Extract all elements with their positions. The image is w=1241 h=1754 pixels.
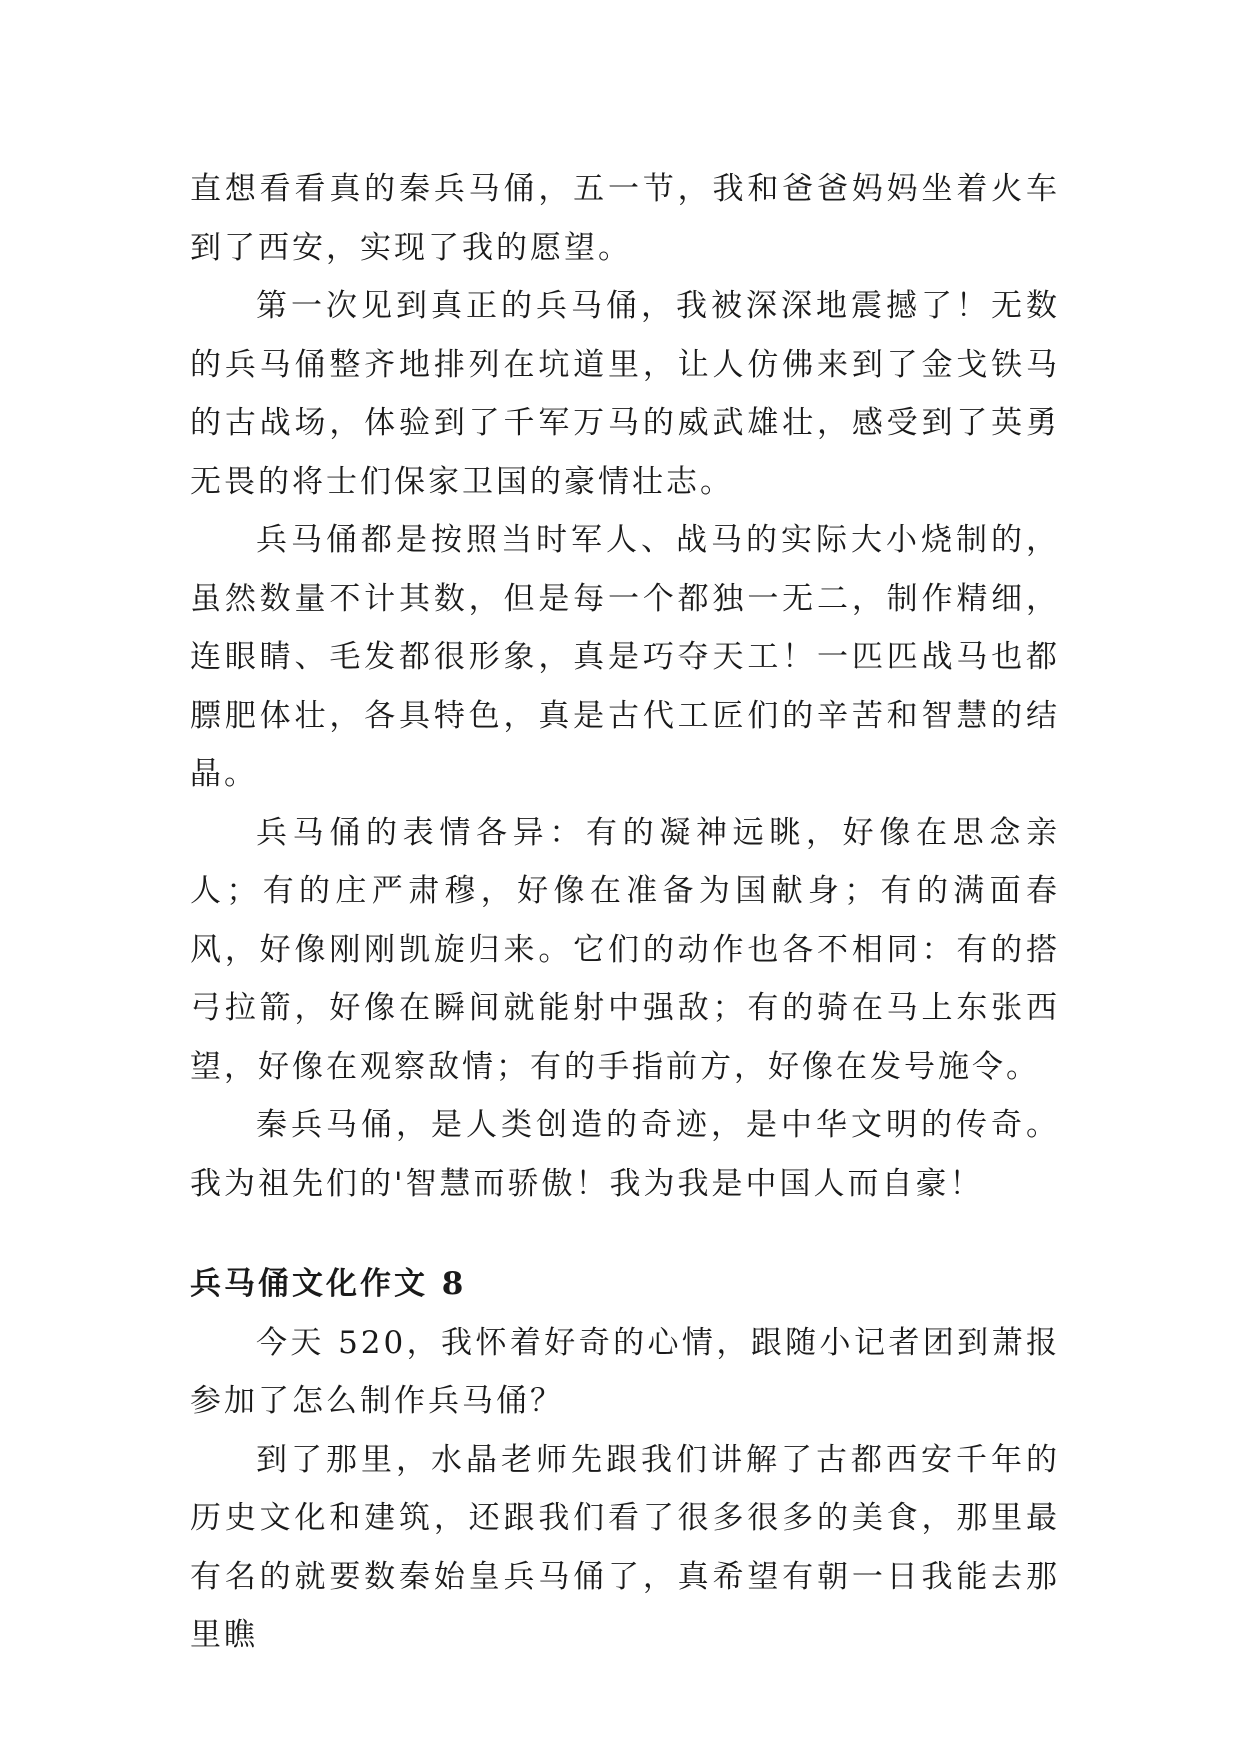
body-paragraph-2: 第一次见到真正的兵马俑，我被深深地震撼了！无数的兵马俑整齐地排列在坑道里，让人仿佛来到了金戈铁马的古战场，体验到了千军万马的威武雄壮，感受到了英勇无畏的将士们保家卫国的豪情壮志。 [190, 288, 1060, 500]
body-paragraph-7: 到了那里，水晶老师先跟我们讲解了古都西安千年的历史文化和建筑，还跟我们看了很多很多的美食，那里最有名的就要数秦始皇兵马俑了，真希望有朝一日我能去那里瞧 [190, 1441, 1060, 1653]
body-paragraph-4: 兵马俑的表情各异：有的凝神远眺，好像在思念亲人；有的庄严肃穆，好像在准备为国献身；有的满面春风，好像刚刚凯旋归来。它们的动作也各不相同：有的搭弓拉箭，好像在瞬间就能射中强敌；有的骑在马上东张西望，好像在观察敌情；有的手指前方，好像在发号施令。 [190, 814, 1060, 1085]
body-paragraph-6: 今天 520，我怀着好奇的心情，跟随小记者团到萧报参加了怎么制作兵马俑？ [190, 1324, 1060, 1419]
body-paragraph-3: 兵马俑都是按照当时军人、战马的实际大小烧制的，虽然数量不计其数，但是每一个都独一无二，制作精细，连眼睛、毛发都很形象，真是巧夺天工！一匹匹战马也都膘肥体壮，各具特色，真是古代工匠们的辛苦和智慧的结晶。 [190, 522, 1060, 792]
document-page [190, 160, 1060, 1665]
section-title: 兵马俑文化作文 8 [190, 1266, 467, 1302]
body-paragraph-1: 直想看看真的秦兵马俑，五一节，我和爸爸妈妈坐着火车到了西安，实现了我的愿望。 [190, 171, 1060, 266]
body-paragraph-5: 秦兵马俑，是人类创造的奇迹，是中华文明的传奇。我为祖先们的'智慧而骄傲！我为我是中国人而自豪！ [190, 1107, 1060, 1202]
